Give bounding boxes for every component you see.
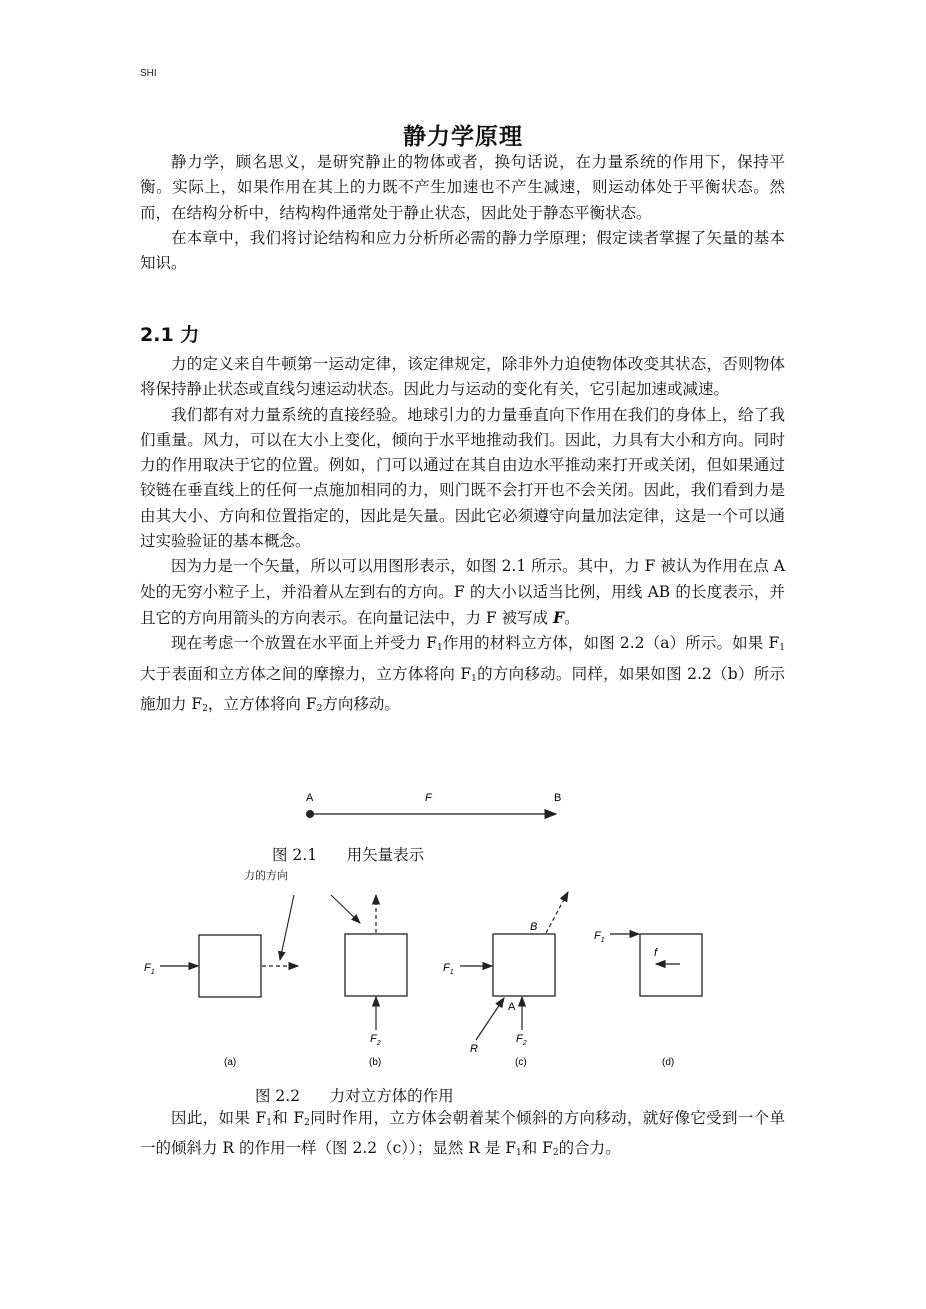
cube-d xyxy=(640,934,702,996)
fig1-label-f: F xyxy=(425,792,432,804)
body-paragraph-2: 我们都有对力量系统的直接经验。地球引力的力量垂直向下作用在我们的身体上，给了我们重量。风力，可以在大小上变化，倾向于水平地推动我们。因此，力具有大小和方向。同时力的作用取决于它的位置。例如，门可以通过在其自由边水平推动来打开或关闭，但如果通过铰链在垂直线上的任何一点施加相同的力，则门既不会打开也不会关闭。因此，我们看到力是由其大小、方向和位置指定的，因此是矢量。因此它必须遵守向量加法定律，这是一个可以通过实验验证的基本概念。 xyxy=(140,405,785,551)
label-f1-c: $F_1$ xyxy=(443,962,454,976)
label-f2-c: $F_2$ xyxy=(516,1033,527,1047)
label-friction: f xyxy=(654,947,658,959)
body-paragraph-5: 因此，如果 $F_1$和 $F_2$同时作用，立方体会朝着某个倾斜的方向移动，就好像它受到一个单一的倾斜力 R 的作用一样（图 2.2（c））；显然 R 是 $F_1$和 $F_2$的合力。 xyxy=(140,1109,786,1159)
fig2-annotation: 力的方向 xyxy=(244,869,288,882)
body-paragraph-4: 现在考虑一个放置在水平面上并受力 $F_1$作用的材料立方体，如图 2.2（a）所示。如果 $F_1$大于表面和立方体之间的摩擦力，立方体将向 $F_1$的方向移动。同样，如果如图 2.2（b）所示施加力 $F_2$，立方体将向 $F_2$方向移动。 xyxy=(140,634,785,714)
label-r: R xyxy=(470,1043,478,1055)
intro-block xyxy=(140,150,785,276)
fig2-panel-d xyxy=(594,930,702,1068)
fig1-label-b: B xyxy=(554,792,562,804)
intro-paragraph-1: 静力学，顾名思义，是研究静止的物体或者，换句话说，在力量系统的作用下，保持平衡。实际上，如果作用在其上的力既不产生加速也不产生减速，则运动体处于平衡状态。然而，在结构分析中，结构构件通常处于静止状态，因此处于静态平衡状态。 xyxy=(140,153,785,222)
body-paragraph-3: 因为力是一个矢量，所以可以用图形表示，如图 2.1 所示。其中，力 F 被认为作用在点 A 处的无穷小粒子上，并沿着从左到右的方向。F 的大小以适当比例，用线 AB 的长度表示，并且它的方向用箭头的方向表示。在向量记法中，力 F 被写成 F。 xyxy=(140,557,785,627)
annotation-pointer-arrow-b xyxy=(331,895,360,923)
fig2-panel-c xyxy=(443,892,568,1068)
page-header: SHI xyxy=(140,68,157,79)
sub-label-b: (b) xyxy=(369,1057,382,1068)
intro-paragraph-2: 在本章中，我们将讨论结构和应力分析所必需的静力学原理；假定读者掌握了矢量的基本知识。 xyxy=(140,228,785,273)
annotation-pointer-arrow xyxy=(280,895,294,960)
fig1-label-a: A xyxy=(306,792,314,804)
page-title: 静力学原理 xyxy=(403,124,523,150)
figure-2-2 xyxy=(138,880,718,1075)
cube-a xyxy=(199,935,261,997)
vector-symbol: F xyxy=(553,607,565,627)
label-f1-a: $F_1$ xyxy=(144,962,155,976)
label-a-c: A xyxy=(508,1001,516,1013)
cube-b xyxy=(345,934,407,996)
sub-label-c: (c) xyxy=(515,1057,527,1068)
body-paragraph-1: 力的定义来自牛顿第一运动定律，该定律规定，除非外力迫使物体改变其状态，否则物体将保持静止状态或直线匀速运动状态。因此力与运动的变化有关，它引起加速或减速。 xyxy=(140,355,785,399)
label-f1-d: $F_1$ xyxy=(594,930,605,944)
fig2-caption: 图 2.2 力对立方体的作用 xyxy=(255,1087,454,1105)
body-block xyxy=(140,352,785,722)
motion-arrow-c xyxy=(546,892,568,933)
fig2-panel-a xyxy=(144,895,298,1068)
resultant-r-arrow xyxy=(476,998,504,1040)
fig1-caption: 图 2.1 用矢量表示 xyxy=(272,846,425,864)
fig2-panel-b xyxy=(331,895,407,1068)
closing-block xyxy=(140,1106,785,1167)
section-heading: 2.1 力 xyxy=(140,324,200,346)
sub-label-a: (a) xyxy=(224,1057,237,1068)
label-f2-b: $F_2$ xyxy=(370,1033,381,1047)
sub-label-d: (d) xyxy=(662,1057,675,1068)
label-b-c: B xyxy=(530,921,538,933)
figure-2-1 xyxy=(290,785,580,825)
cube-c xyxy=(493,934,555,996)
